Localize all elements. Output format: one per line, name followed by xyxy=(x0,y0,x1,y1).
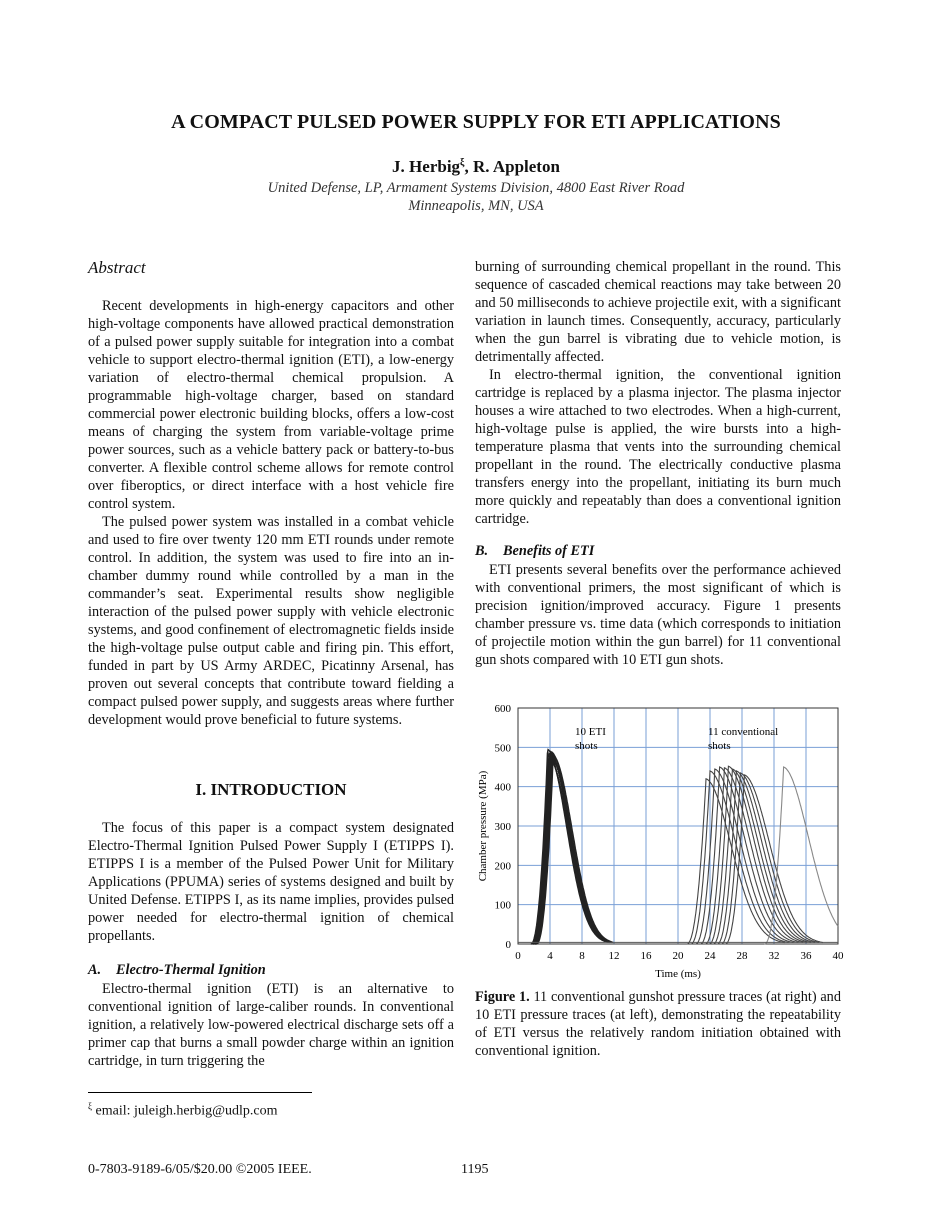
subsection-number-a: A. xyxy=(88,962,102,978)
conventional-pressure-trace xyxy=(721,773,819,944)
x-tick-label: 36 xyxy=(800,950,812,962)
figure-1-caption xyxy=(475,988,841,1060)
y-tick-label: 100 xyxy=(494,899,511,912)
figure-1-chart xyxy=(475,700,845,982)
author-appleton: , R. Appleton xyxy=(464,157,560,176)
eti-paragraph-1: Electro-thermal ignition (ETI) is an alternative to conventional ignition of large-caliber rounds. In conventional ignition, a relatively low-powered electrical discharge sets off a primer cap that burns a small powder charge within an ignition cartridge, in turn triggering the xyxy=(88,981,454,1069)
paper-title: A COMPACT PULSED POWER SUPPLY FOR ETI APPLICATIONS xyxy=(171,111,781,133)
x-tick-label: 8 xyxy=(579,950,585,962)
x-tick-label: 32 xyxy=(768,950,780,962)
abstract-heading: Abstract xyxy=(88,258,146,277)
figure-caption-text: 11 conventional gunshot pressure traces (at right) and 10 ETI pressure traces (at left), demonstrating the repeatability of ETI versus the relatively random initiation obtained with conventional ignition. xyxy=(475,989,841,1059)
affiliation-line-1: United Defense, LP, Armament Systems Division, 4800 East River Road xyxy=(267,180,685,196)
benefits-body xyxy=(475,561,841,669)
author-herbig: J. Herbig xyxy=(392,157,461,176)
footnote xyxy=(88,1101,278,1120)
y-axis-label: Chamber pressure (MPa) xyxy=(477,770,489,882)
y-tick-labels xyxy=(495,703,512,951)
plasma-paragraph: In electro-thermal ignition, the conventional ignition cartridge is replaced by a plasma injector. The plasma injector houses a wire attached to two electrodes. When a high-current, high-voltage pulse is applied, the wire bursts into a high-temperature plasma that vents into the surrounding chemical propellant in the round. The electrically conductive plasma transfers energy into the propellant, initiating its burn much more quickly and repeatably than does a conventional ignition cartridge. xyxy=(475,367,841,527)
x-tick-label: 4 xyxy=(547,950,553,962)
continued-paragraph: burning of surrounding chemical propellant in the round. This sequence of cascaded chemical reactions may take between 20 and 50 milliseconds to achieve projectile exit, with a significant variation in launch times. Consequently, accuracy, particularly when the gun barrel is vibrating due to vehicle motion, is detrimentally affected. xyxy=(475,259,841,365)
subsection-title-a: Electro-Thermal Ignition xyxy=(116,962,266,978)
annotation-eti-line-2: shots xyxy=(575,740,598,752)
y-tick-label: 200 xyxy=(494,860,511,873)
x-axis-label: Time (ms) xyxy=(655,968,701,980)
subsection-heading-benefits xyxy=(475,543,841,560)
right-column-body xyxy=(475,258,841,528)
section-heading-introduction: I. INTRODUCTION xyxy=(195,780,347,799)
y-tick-label: 400 xyxy=(494,781,511,794)
subsection-title-b: Benefits of ETI xyxy=(503,543,595,559)
x-tick-label: 40 xyxy=(832,950,844,962)
page-number: 1195 xyxy=(461,1162,489,1177)
x-tick-label: 12 xyxy=(608,950,620,962)
annotation-conventional-line-2: shots xyxy=(708,740,731,752)
x-tick-label: 20 xyxy=(672,950,684,962)
abstract-body xyxy=(88,297,454,729)
subsection-heading-eti xyxy=(88,962,454,979)
annotation-eti-line-1: 10 ETI xyxy=(575,726,606,738)
abstract-paragraph-1: Recent developments in high-energy capacitors and other high-voltage components have allowed practical demonstration of a pulsed power supply suitable for integration into a combat vehicle to support electro-thermal ignition (ETI), a low-energy variation of electro-thermal chemical propulsion. A programmable high-voltage charger, based on standard commercial power electronic building blocks, offers a low-cost means of charging the system from variable-voltage prime power sources, such as a vehicle battery pack or battery-to-bus converter. A flexible control scheme allows for remote control over fiberoptics, or direct interface with a host vehicle fire control system. xyxy=(88,298,454,512)
y-tick-label: 600 xyxy=(494,703,511,715)
figure-caption-label: Figure 1. xyxy=(475,989,530,1005)
y-tick-label: 0 xyxy=(505,939,511,951)
annotation-conventional-line-1: 11 conventional xyxy=(708,726,779,738)
y-tick-label: 300 xyxy=(494,821,511,833)
footnote-mark: ξ xyxy=(88,1101,93,1111)
author-footnote-mark: ξ xyxy=(460,157,465,169)
y-tick-label: 500 xyxy=(494,742,511,755)
x-tick-labels xyxy=(515,950,844,962)
intro-body xyxy=(88,819,454,945)
benefits-paragraph-1: ETI presents several benefits over the performance achieved with conventional primers, the most significant of which is precision ignition/improved accuracy. Figure 1 presents chamber pressure vs. time data (which corresponds to initiation of projectile motion within the gun barrel) for 11 conventional gun shots compared with 10 ETI gun shots. xyxy=(475,562,841,668)
copyright-line: 0-7803-9189-6/05/$20.00 ©2005 IEEE. xyxy=(88,1162,312,1177)
x-tick-label: 24 xyxy=(704,950,716,962)
x-tick-label: 28 xyxy=(736,950,748,962)
intro-paragraph-1: The focus of this paper is a compact system designated Electro-Thermal Ignition Pulsed Power Supply I (ETIPPS I). ETIPPS I is a member of the Pulsed Power Unit for Military Applications (PPUMA) series of systems designed and built by United Defense. ETIPPS I, as its name implies, provides pulsed power needed for electro-thermal ignition of chemical propellants. xyxy=(88,820,454,944)
conventional-pressure-trace xyxy=(764,767,838,944)
footnote-rule xyxy=(88,1092,312,1093)
affiliation-line-2: Minneapolis, MN, USA xyxy=(408,198,544,214)
subsection-number-b: B. xyxy=(475,543,489,559)
author-line xyxy=(0,157,952,177)
abstract-paragraph-2: The pulsed power system was installed in a combat vehicle and used to fire over twenty 120 mm ETI rounds under remote control. In addition, the system was used to fire into an in-chamber dummy round while controlled by a man in the commander’s seat. Experimental results show negligible interaction of the pulsed power supply with vehicle electronic systems, and good confinement of electromagnetic fields inside the high-voltage pulse output cable and firing pin. This effort, funded in part by US Army ARDEC, Picatinny Arsenal, has proven out several concepts that contribute toward fielding a compact pulsed power supply, and suggests areas where further development would prove beneficial to future systems. xyxy=(88,514,454,728)
conventional-pressure-trace xyxy=(717,771,815,944)
x-tick-label: 0 xyxy=(515,950,521,962)
eti-body xyxy=(88,980,454,1070)
x-tick-label: 16 xyxy=(640,950,652,962)
footnote-email: email: juleigh.herbig@udlp.com xyxy=(92,1103,278,1119)
